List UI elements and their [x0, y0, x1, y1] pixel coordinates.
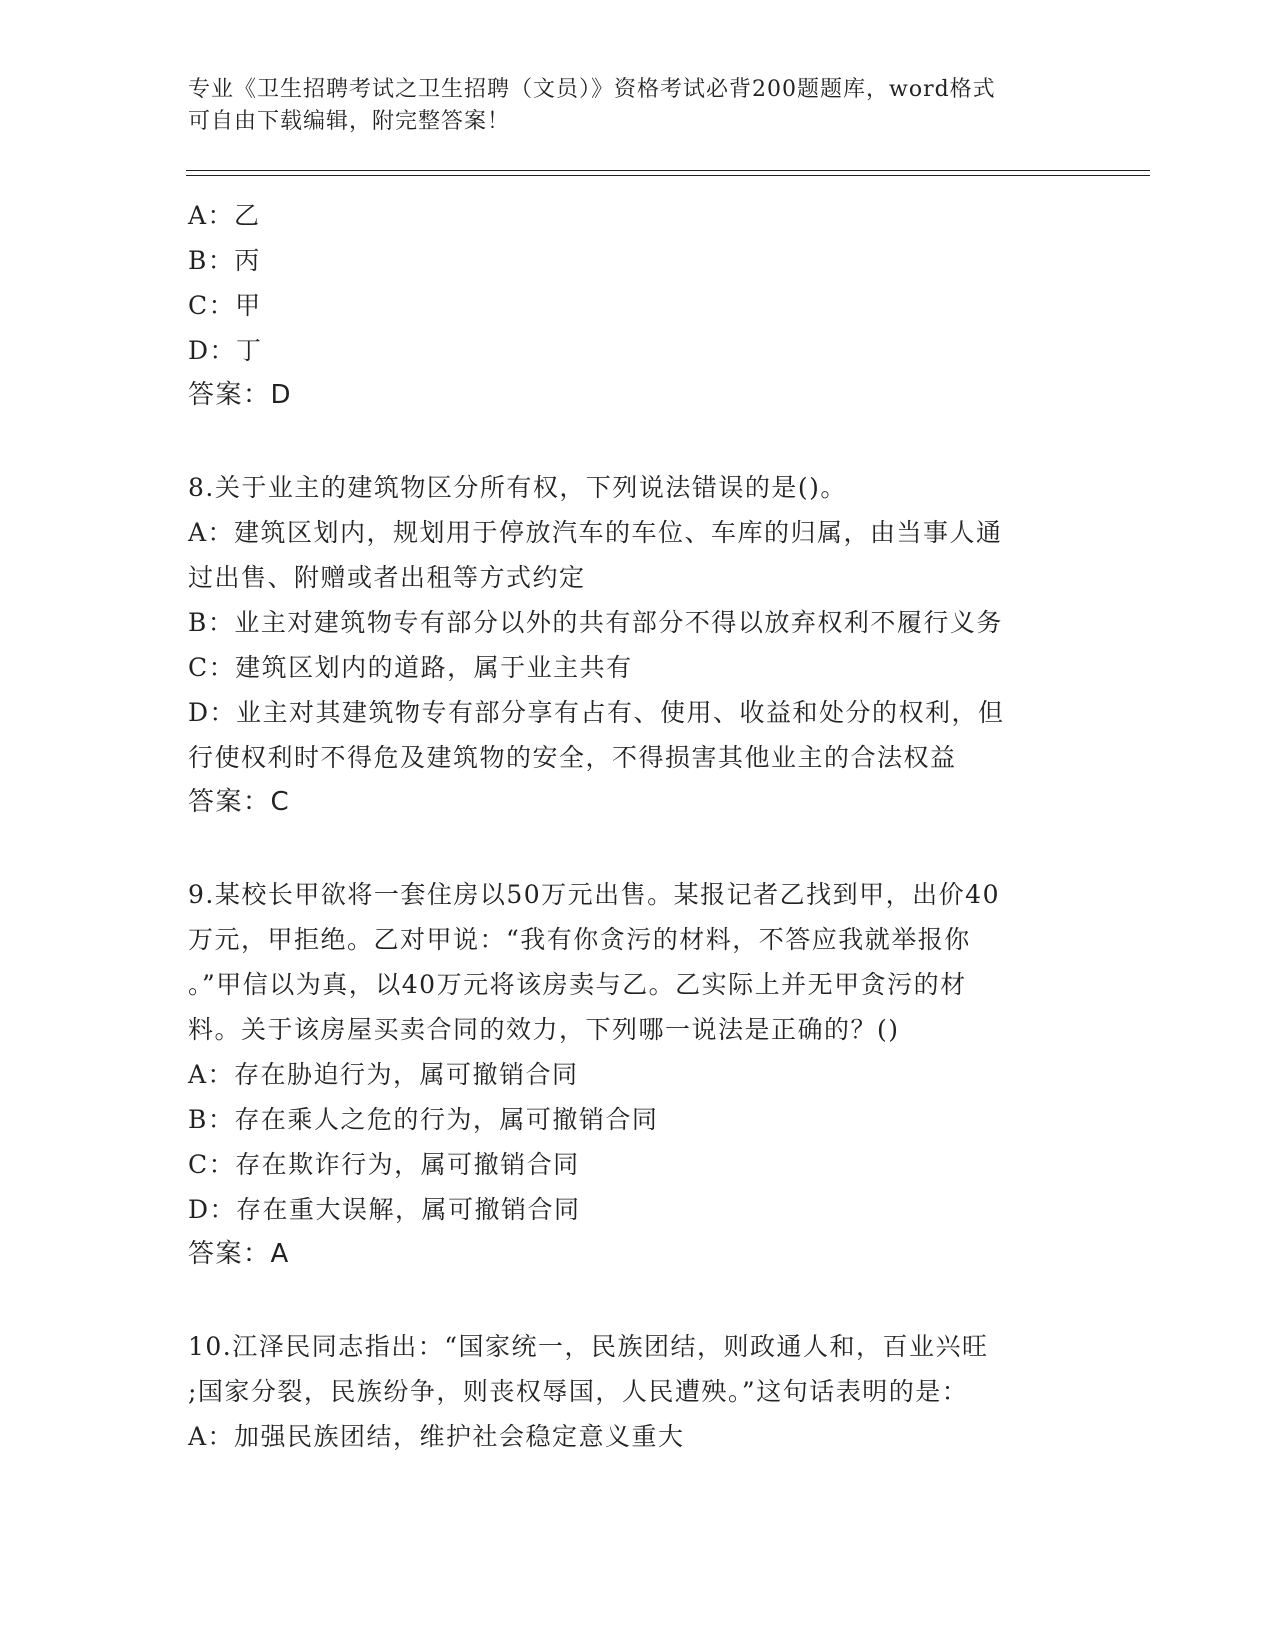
- question-7-tail: [188, 193, 1088, 418]
- option-d: D：丁: [188, 336, 263, 365]
- question-stem-continued: 料。关于该房屋买卖合同的效力，下列哪一说法是正确的？(): [188, 1015, 900, 1044]
- question-stem: 10.江泽民同志指出：“国家统一，民族团结，则政通人和，百业兴旺: [188, 1332, 989, 1361]
- question-stem-continued: 万元，甲拒绝。乙对甲说：“我有你贪污的材料，不答应我就举报你: [188, 925, 971, 954]
- option-a: A：存在胁迫行为，属可撤销合同: [188, 1060, 579, 1089]
- question-stem-continued: 。”甲信以为真，以40万元将该房卖与乙。乙实际上并无甲贪污的材: [188, 970, 967, 999]
- header-line-1: 专业《卫生招聘考试之卫生招聘（文员）》资格考试必背200题题库，word格式: [188, 77, 996, 102]
- answer: 答案：C: [188, 787, 291, 817]
- answer: 答案：A: [188, 1239, 290, 1269]
- option-a: A：加强民族团结，维护社会稳定意义重大: [188, 1422, 685, 1451]
- question-10: [188, 1324, 1088, 1459]
- header-rule-bottom: [186, 175, 1150, 176]
- option-a-continued: 过出售、附赠或者出租等方式约定: [188, 563, 586, 592]
- question-stem: 8.关于业主的建筑物区分所有权，下列说法错误的是()。: [188, 473, 847, 502]
- option-b: B：存在乘人之危的行为，属可撤销合同: [188, 1105, 659, 1134]
- question-9: [188, 872, 1088, 1277]
- option-c: C：建筑区划内的道路，属于业主共有: [188, 653, 633, 682]
- option-a: A：乙: [188, 201, 261, 230]
- option-b: B：业主对建筑物专有部分以外的共有部分不得以放弃权利不履行义务: [188, 608, 1003, 637]
- answer: 答案：D: [188, 380, 293, 410]
- question-stem-continued: ;国家分裂，民族纷争，则丧权辱国，人民遭殃。”这句话表明的是：: [188, 1377, 969, 1406]
- document-header: [188, 74, 1068, 138]
- option-d: D：存在重大误解，属可撤销合同: [188, 1195, 581, 1224]
- document-body: [188, 193, 1088, 1459]
- question-8: [188, 465, 1088, 825]
- header-line-2: 可自由下载编辑，附完整答案！: [188, 109, 511, 134]
- option-d: D：业主对其建筑物专有部分享有占有、使用、收益和处分的权利，但: [188, 698, 1005, 727]
- header-rule-top: [186, 170, 1150, 171]
- option-a: A：建筑区划内，规划用于停放汽车的车位、车库的归属，由当事人通: [188, 518, 1003, 547]
- option-b: B：丙: [188, 246, 261, 275]
- option-c: C：甲: [188, 291, 262, 320]
- option-c: C：存在欺诈行为，属可撤销合同: [188, 1150, 580, 1179]
- option-d-continued: 行使权利时不得危及建筑物的安全，不得损害其他业主的合法权益: [188, 743, 957, 772]
- question-stem: 9.某校长甲欲将一套住房以50万元出售。某报记者乙找到甲，出价40: [188, 880, 1000, 909]
